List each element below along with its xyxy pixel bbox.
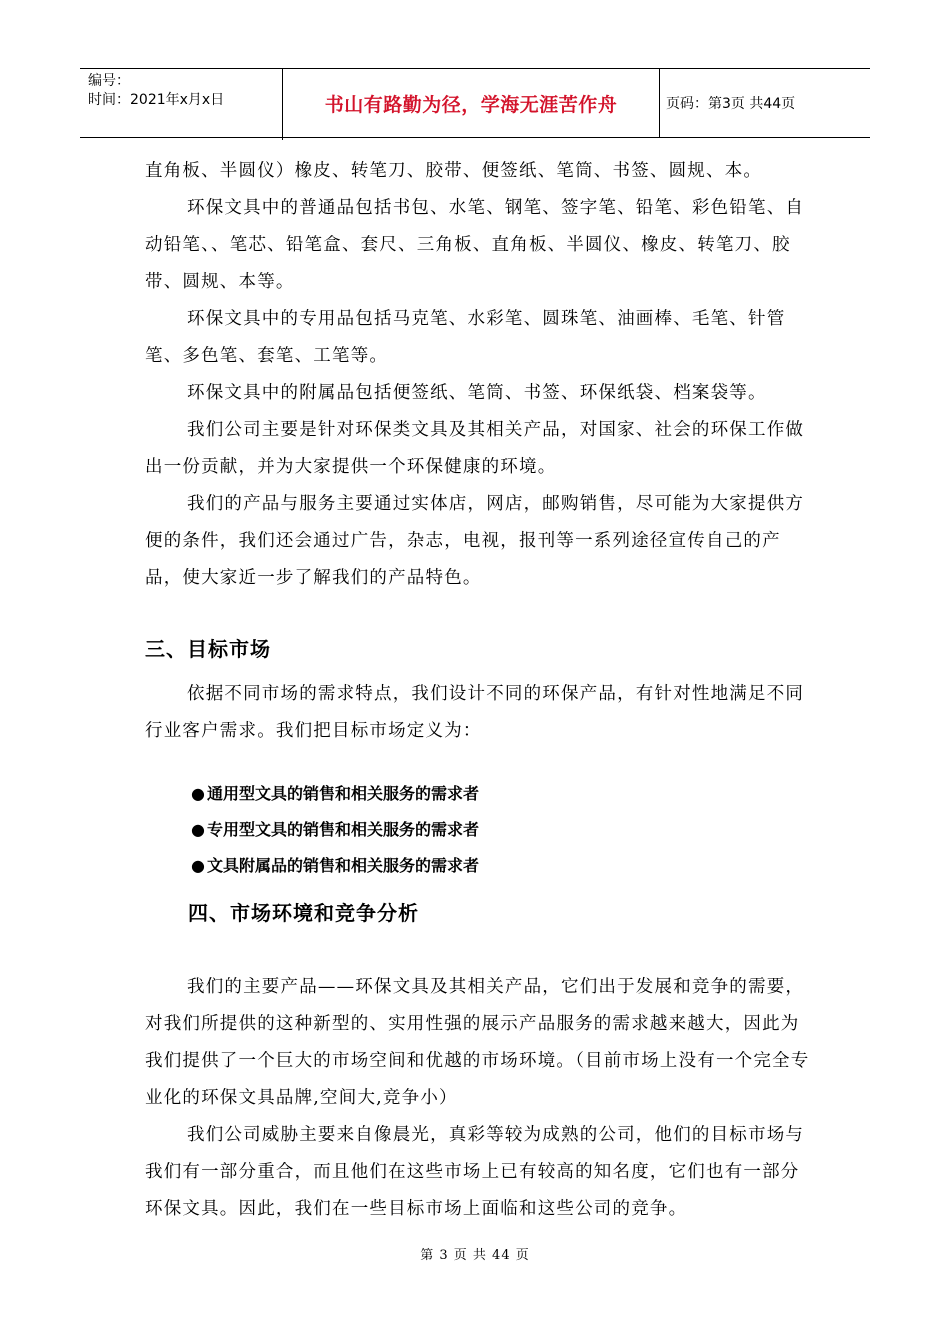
paragraph: 我们的产品与服务主要通过实体店，网店，邮购销售，尽可能为大家提供方便的条件，我们还会通过广告，杂志，电视，报刊等一系列途径宣传自己的产品，使大家近一步了解我们的产品特色。	[145, 494, 805, 588]
bullet-icon: ●	[191, 784, 205, 803]
document-number-label: 编号：	[88, 73, 130, 89]
section3-paragraph-block	[145, 676, 810, 750]
paragraph: 我们的主要产品——环保文具及其相关产品，它们出于发展和竞争的需要，对我们所提供的这种新型的、实用性强的展示产品服务的需求越来越大，因此为我们提供了一个巨大的市场空间和优越的市场环境。（目前市场上没有一个完全专业化的环保文具品牌,空间大,竞争小）	[145, 977, 810, 1108]
page-footer: 第 3 页 共 44 页	[420, 1248, 530, 1263]
page-header	[80, 68, 870, 138]
header-page-info: 页码：第3页 共44页	[666, 96, 796, 112]
section-heading-competition: 四、市场环境和竞争分析	[188, 901, 419, 925]
paragraph: 我们公司威胁主要来自像晨光，真彩等较为成熟的公司，他们的目标市场与我们有一部分重合，而且他们在这些市场上已有较高的知名度，它们也有一部分环保文具。因此，我们在一些目标市场上面临和这些公司的竞争。	[145, 1125, 805, 1219]
target-market-list	[191, 776, 479, 884]
bullet-icon: ●	[191, 820, 205, 839]
paragraph: 依据不同市场的需求特点，我们设计不同的环保产品，有针对性地满足不同行业客户需求。我们把目标市场定义为：	[145, 684, 805, 741]
list-item-text: 通用型文具的销售和相关服务的需求者	[206, 784, 479, 803]
list-item	[191, 776, 479, 812]
paragraph: 环保文具中的附属品包括便签纸、笔筒、书签、环保纸袋、档案袋等。	[187, 383, 767, 403]
bullet-icon: ●	[191, 856, 205, 875]
paragraph: 环保文具中的普通品包括书包、水笔、钢笔、签字笔、铅笔、彩色铅笔、自动铅笔、、笔芯、铅笔盒、套尺、三角板、直角板、半圆仪、橡皮、转笔刀、胶带、圆规、本等。	[145, 198, 805, 292]
list-item	[191, 848, 479, 884]
paragraph: 我们公司主要是针对环保类文具及其相关产品，对国家、社会的环保工作做出一份贡献，并为大家提供一个环保健康的环境。	[145, 420, 805, 477]
header-meta	[80, 69, 283, 140]
list-item-text: 文具附属品的销售和相关服务的需求者	[206, 856, 479, 875]
intro-paragraphs	[145, 153, 810, 597]
section-heading-target-market: 三、目标市场	[145, 637, 271, 661]
document-time-label: 时间：2021年x月x日	[88, 92, 225, 108]
paragraph: 环保文具中的专用品包括马克笔、水彩笔、圆珠笔、油画棒、毛笔、针管笔、多色笔、套笔、工笔等。	[145, 309, 786, 366]
list-item-text: 专用型文具的销售和相关服务的需求者	[206, 820, 479, 839]
header-motto: 书山有路勤为径，学海无涯苦作舟	[283, 69, 660, 137]
list-item	[191, 812, 479, 848]
section4-paragraph-block	[145, 969, 810, 1228]
paragraph: 直角板、半圆仪）橡皮、转笔刀、胶带、便签纸、笔筒、书签、圆规、本。	[145, 161, 763, 181]
